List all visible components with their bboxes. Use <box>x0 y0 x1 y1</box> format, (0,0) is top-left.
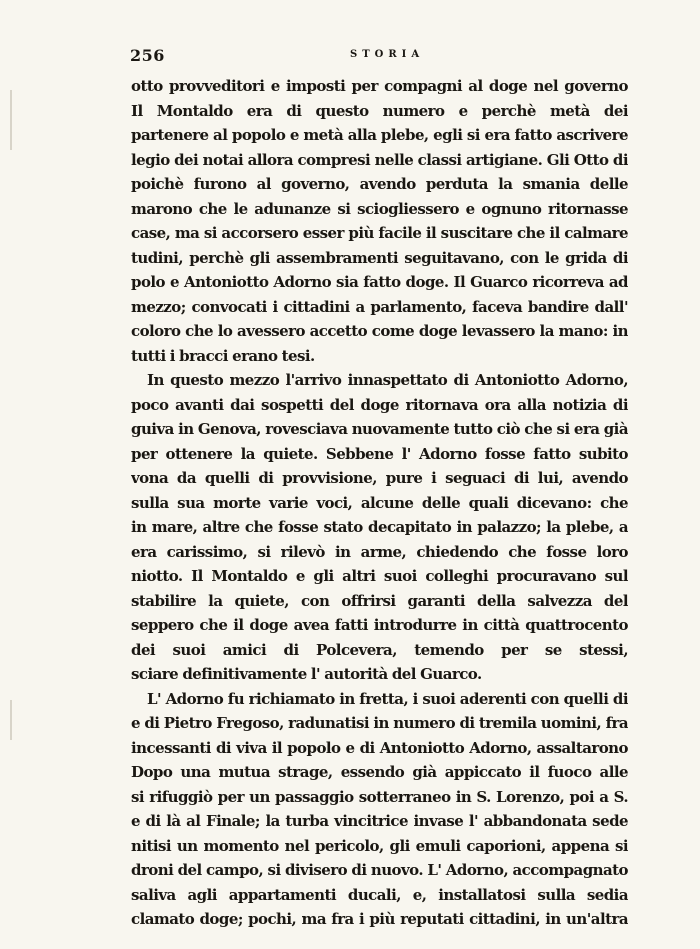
text-line: polo e Antoniotto Adorno sia fatto doge. Il Guarco ricorreva ad <box>131 273 628 291</box>
text-line: Dopo una mutua strage, essendo già appiccato il fuoco alle <box>131 763 628 781</box>
text-line: guiva in Genova, rovesciava nuovamente tutto ciò che si era già <box>131 420 628 438</box>
text-line: case, ma si accorsero esser più facile il suscitare che il calmare <box>131 224 628 242</box>
text-line: In questo mezzo l'arrivo innaspettato di Antoniotto Adorno, <box>147 371 628 389</box>
text-line: poco avanti dai sospetti del doge ritornava ora alla notizia di <box>131 395 628 414</box>
text-line: vona da quelli di provvisione, pure i seguaci di lui, avendo <box>131 469 628 487</box>
text-line: mezzo; convocati i cittadini a parlamento, faceva bandire dall' <box>131 297 628 316</box>
text-line: tudini, perchè gli assembramenti seguitavano, con le grida di <box>131 248 628 267</box>
text-line: incessanti di viva il popolo e di Antoniotto Adorno, assaltarono <box>131 738 628 757</box>
text-line: stabilire la quiete, con offrirsi garanti della salvezza del <box>131 591 628 610</box>
text-line: otto provveditori e imposti per compagni al doge nel governo <box>131 77 628 95</box>
margin-shadow <box>10 700 12 740</box>
page-header <box>0 46 700 66</box>
text-line: droni del campo, si divisero di nuovo. L' Adorno, accompagnato <box>131 861 628 879</box>
text-line: nitisi un momento nel pericolo, gli emuli caporioni, appena si <box>131 836 628 855</box>
margin-shadow <box>10 90 12 150</box>
running-head: STORIA <box>350 49 425 60</box>
text-line: seppero che il doge avea fatti introdurre in città quattrocento <box>131 616 628 634</box>
text-line: sciare definitivamente l' autorità del Guarco. <box>131 665 482 683</box>
text-line: in mare, altre che fosse stato decapitato in palazzo; la plebe, a <box>131 518 628 536</box>
text-line: coloro che lo avessero accetto come doge levassero la mano: in <box>131 322 628 340</box>
text-line: per ottenere la quiete. Sebbene l' Adorno fosse fatto subito <box>131 444 628 463</box>
text-line: niotto. Il Montaldo e gli altri suoi colleghi procuravano sul <box>131 567 628 585</box>
text-line: tutti i bracci erano tesi. <box>131 346 315 365</box>
text-line: e di Pietro Fregoso, radunatisi in numero di tremila uomini, fra <box>131 714 628 732</box>
page-number: 256 <box>130 46 165 65</box>
text-line: era carissimo, si rilevò in arme, chiedendo che fosse loro <box>131 542 628 561</box>
text-line: e di là al Finale; la turba vincitrice invase l' abbandonata sede <box>131 812 628 830</box>
text-line: si rifuggiò per un passaggio sotterraneo in S. Lorenzo, poi a S. <box>131 787 628 806</box>
text-line: saliva agli appartamenti ducali, e, installatosi sulla sedia <box>131 885 628 904</box>
paragraph <box>131 74 628 368</box>
text-line: partenere al popolo e metà alla plebe, egli si era fatto ascrivere <box>131 126 628 144</box>
body-text <box>131 74 628 932</box>
text-line: marono che le adunanze si sciogliessero e ognuno ritornasse <box>131 199 628 218</box>
paragraph <box>131 687 628 932</box>
text-line: legio dei notai allora compresi nelle classi artigiane. Gli Otto di <box>131 150 628 169</box>
text-line: dei suoi amici di Polcevera, temendo per se stessi, <box>131 640 628 659</box>
text-line: L' Adorno fu richiamato in fretta, i suoi aderenti con quelli di <box>147 689 628 708</box>
paragraph <box>131 368 628 687</box>
text-line: sulla sua morte varie voci, alcune delle quali dicevano: che <box>131 493 628 512</box>
text-line: Il Montaldo era di questo numero e perchè metà dei <box>131 101 628 120</box>
text-line: poichè furono al governo, avendo perduta la smania delle <box>131 175 628 193</box>
text-line: clamato doge; pochi, ma fra i più reputati cittadini, in un'altra <box>131 910 628 928</box>
